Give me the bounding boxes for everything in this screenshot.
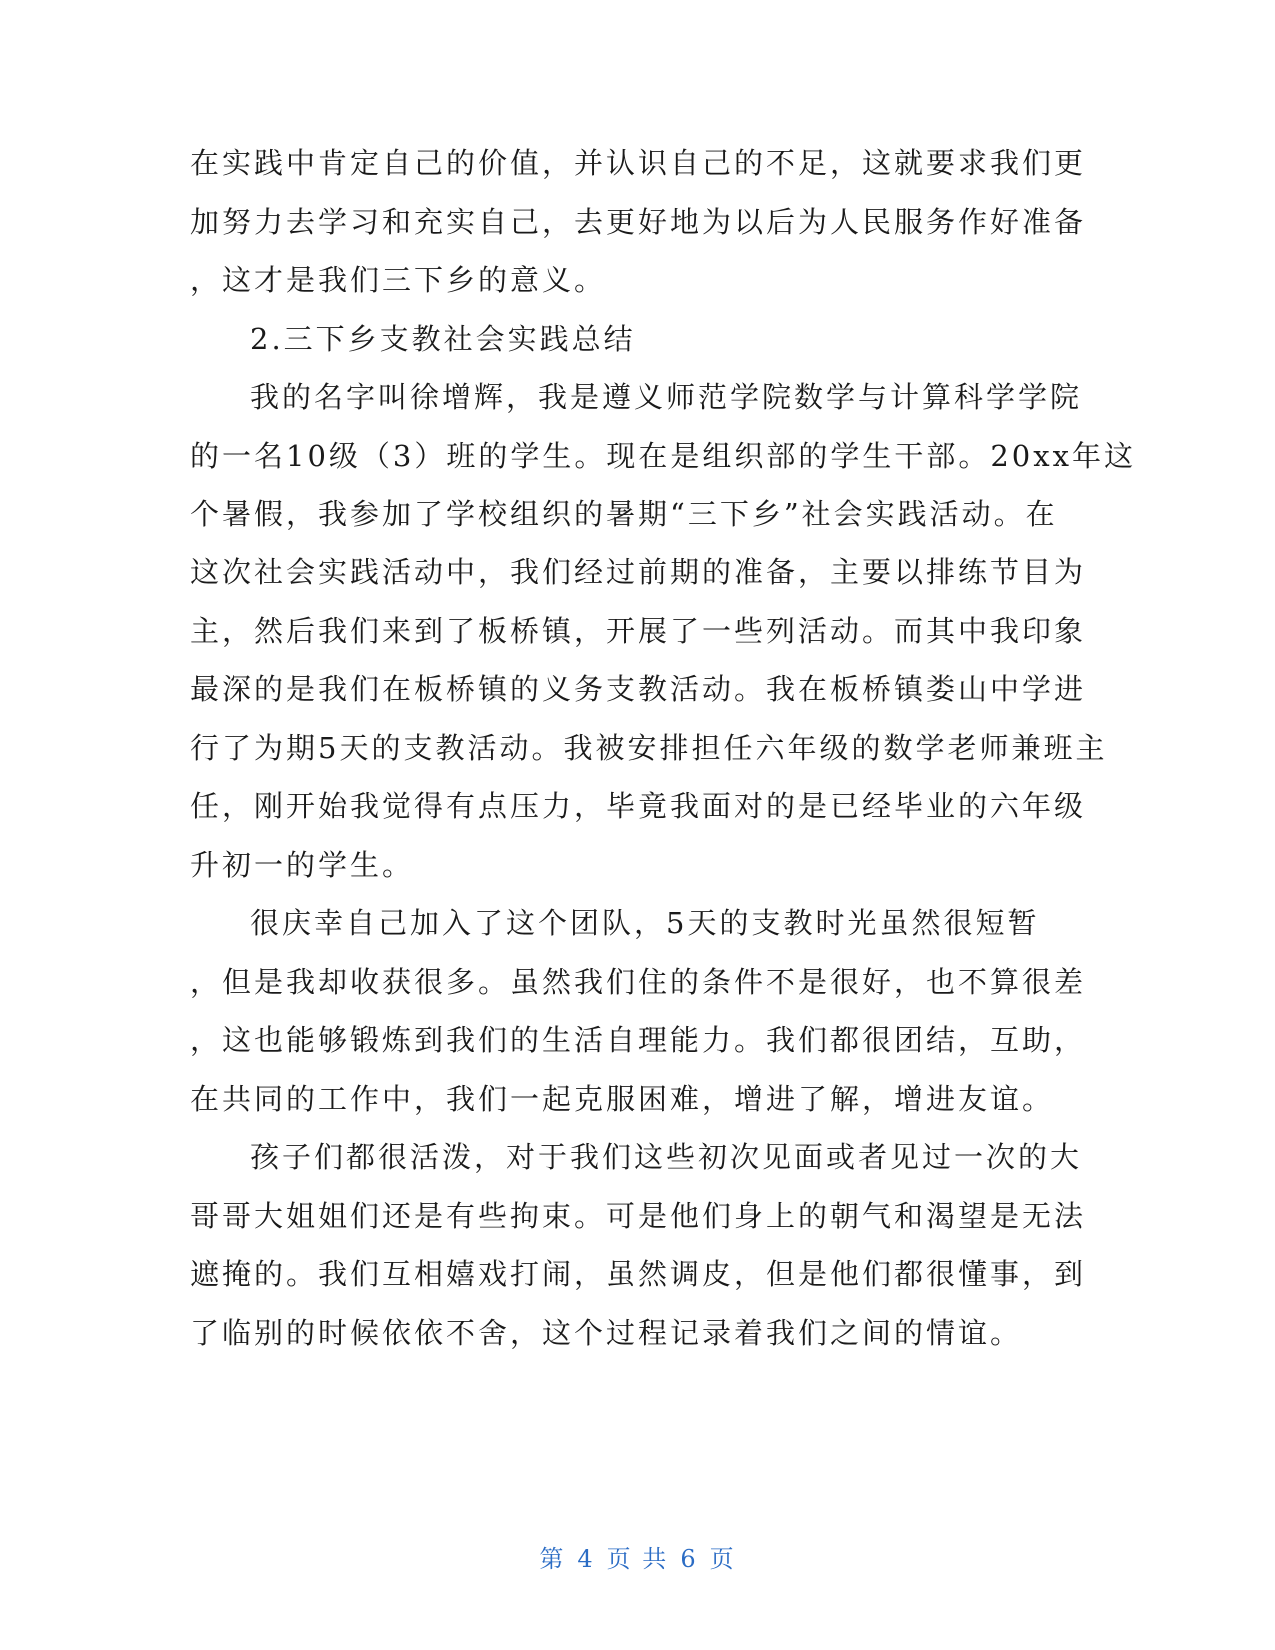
current-page-number: 4 <box>577 1545 595 1573</box>
text-line: 了临别的时候依依不舍，这个过程记录着我们之间的情谊。 <box>190 1316 1023 1350</box>
text-line: 升初一的学生。 <box>190 848 415 882</box>
text-line: 孩子们都很活泼，对于我们这些初次见面或者见过一次的大 <box>250 1140 1083 1174</box>
total-pages-number: 6 <box>680 1545 698 1573</box>
text-line: 这次社会实践活动中，我们经过前期的准备，主要以排练节目为 <box>190 555 1087 589</box>
text-line: 主，然后我们来到了板桥镇，开展了一些列活动。而其中我印象 <box>190 614 1087 648</box>
footer-prefix: 第 <box>539 1545 566 1573</box>
text-line: 个暑假，我参加了学校组织的暑期“三下乡”社会实践活动。在 <box>190 497 1058 531</box>
text-line: 行了为期5天的支教活动。我被安排担任六年级的数学老师兼班主 <box>190 731 1108 765</box>
text-line: ，但是我却收获很多。虽然我们住的条件不是很好，也不算很差 <box>190 965 1087 999</box>
text-line: ，这才是我们三下乡的意义。 <box>190 263 607 297</box>
text-line: 最深的是我们在板桥镇的义务支教活动。我在板桥镇娄山中学进 <box>190 672 1087 706</box>
text-line: 的一名10级（3）班的学生。现在是组织部的学生干部。20xx年这 <box>190 439 1136 473</box>
text-line: 在实践中肯定自己的价值，并认识自己的不足，这就要求我们更 <box>190 146 1087 180</box>
footer-middle: 页 共 <box>606 1545 669 1573</box>
text-line: 遮掩的。我们互相嬉戏打闹，虽然调皮，但是他们都很懂事，到 <box>190 1257 1087 1291</box>
text-line: 很庆幸自己加入了这个团队，5天的支教时光虽然很短暂 <box>250 906 1040 940</box>
section-heading: 2.三下乡支教社会实践总结 <box>250 322 636 356</box>
text-line: ，这也能够锻炼到我们的生活自理能力。我们都很团结，互助， <box>190 1023 1087 1057</box>
text-line: 在共同的工作中，我们一起克服困难，增进了解，增进友谊。 <box>190 1082 1055 1116</box>
text-line: 我的名字叫徐增辉，我是遵义师范学院数学与计算科学学院 <box>250 380 1083 414</box>
page-footer <box>0 1544 1275 1574</box>
text-line: 加努力去学习和充实自己，去更好地为以后为人民服务作好准备 <box>190 205 1087 239</box>
text-line: 任，刚开始我觉得有点压力，毕竟我面对的是已经毕业的六年级 <box>190 789 1087 823</box>
text-line: 哥哥大姐姐们还是有些拘束。可是他们身上的朝气和渴望是无法 <box>190 1199 1087 1233</box>
footer-suffix: 页 <box>709 1545 736 1573</box>
